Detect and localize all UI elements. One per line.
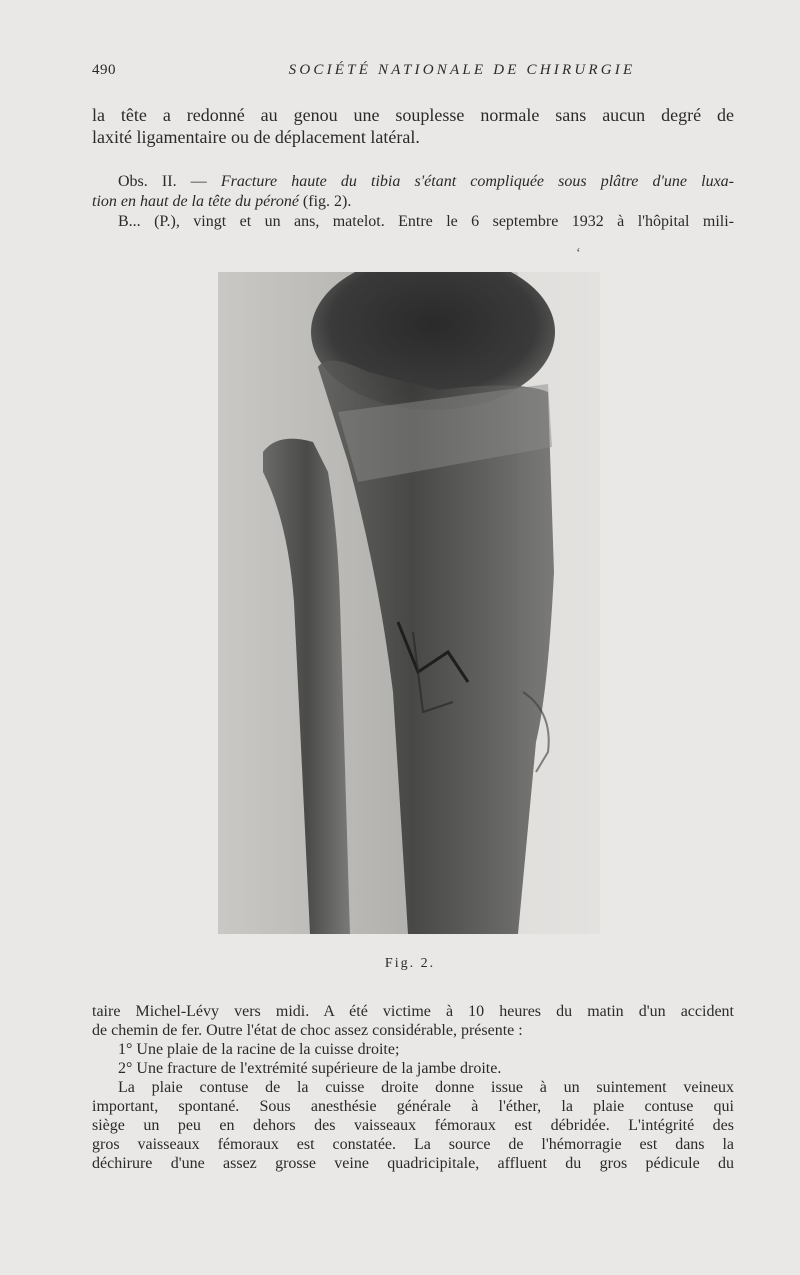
figure-reference: (fig. 2). xyxy=(298,193,352,210)
observation-label: Obs. II. — xyxy=(118,173,221,190)
text-line: de chemin de fer. Outre l'état de choc assez considérable, présente : xyxy=(92,1022,523,1039)
list-item: 1° Une plaie de la racine de la cuisse droite; xyxy=(118,1041,400,1058)
text-line: gros vaisseaux fémoraux est constatée. La source de l'hémorragie est dans la xyxy=(92,1136,734,1153)
ink-speck: ʻ xyxy=(576,246,581,261)
text-line: siège un peu en dehors des vaisseaux fémoraux est débridée. L'intégrité des xyxy=(92,1117,734,1134)
journal-title: SOCIÉTÉ NATIONALE DE CHIRURGIE xyxy=(288,62,636,78)
observation-first-line: B... (P.), vingt et un ans, matelot. Entre le 6 septembre 1932 à l'hôpital mili- xyxy=(118,213,734,230)
text-line: laxité ligamentaire ou de déplacement latéral. xyxy=(92,127,420,147)
observation-heading xyxy=(92,172,734,232)
observation-title-line xyxy=(92,172,734,192)
observation-title-line xyxy=(92,192,734,212)
xray-figure xyxy=(218,272,600,934)
text-line: La plaie contuse de la cuisse droite donne issue à un suintement veineux xyxy=(118,1079,734,1096)
observation-title-cont: tion en haut de la tête du péroné xyxy=(92,193,299,210)
running-header xyxy=(92,62,734,84)
xray-image xyxy=(218,272,600,934)
figure-caption: Fig. 2. xyxy=(384,956,436,971)
lead-paragraph xyxy=(92,104,734,148)
text-line: taire Michel-Lévy vers midi. A été victime à 10 heures du matin d'un accident xyxy=(92,1003,734,1020)
list-item: 2° Une fracture de l'extrémité supérieure de la jambe droite. xyxy=(118,1060,502,1077)
text-line: la tête a redonné au genou une souplesse normale sans aucun degré de xyxy=(92,105,734,125)
text-line: déchirure d'une assez grosse veine quadricipitale, affluent du gros pédicule du xyxy=(92,1155,734,1172)
text-line: important, spontané. Sous anesthésie générale à l'éther, la plaie contuse qui xyxy=(92,1098,734,1115)
body-paragraph xyxy=(92,1002,734,1173)
page-number: 490 xyxy=(92,62,116,78)
observation-title: Fracture haute du tibia s'étant compliquée sous plâtre d'une luxa- xyxy=(220,173,734,190)
